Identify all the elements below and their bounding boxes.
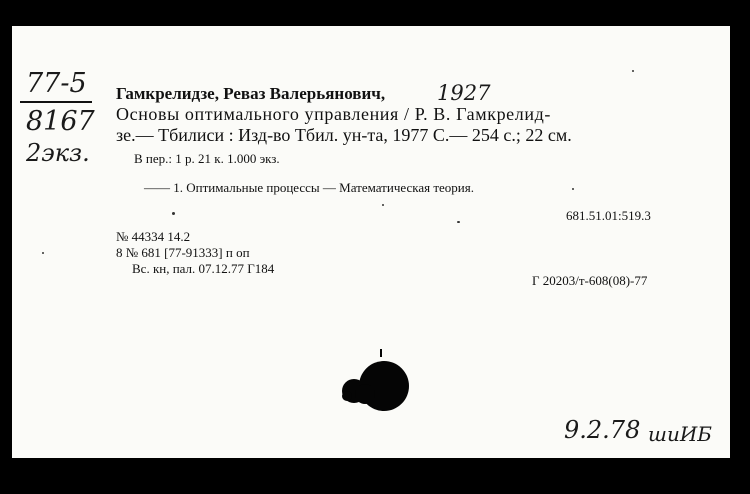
handwritten-initials: шиИБ [648,422,712,446]
scan-speck [172,212,175,215]
scan-speck [632,70,634,72]
author-birth-year: 1927 [437,81,491,105]
scan-speck [572,188,574,190]
classification-number: 681.51.01:519.3 [566,208,651,223]
catalog-card [12,26,730,458]
subject-heading: —— 1. Оптимальные процессы — Математическая теория. [144,180,474,195]
title-line-1: Основы оптимального управления / Р. В. Гамкрелид- [116,104,551,124]
record-line-1: № 44334 14.2 [116,229,191,244]
shelfmark-copies: 2экз. [26,139,90,167]
handwritten-date: 9.2.78 [564,416,641,444]
scan-speck [457,221,460,223]
price-line: В пер.: 1 р. 21 к. 1.000 экз. [134,151,280,166]
title-line-2: зе.— Тбилиси : Изд-во Тбил. ун-та, 1977 С.— 254 с.; 22 см. [116,125,572,145]
record-line-3: Вс. кн, пал. 07.12.77 Г184 [132,261,275,276]
record-line-2: 8 № 681 [77-91333] п оп [116,245,250,260]
shelfmark-line-2: 8167 [26,106,95,137]
scan-speck [42,252,44,254]
publication-code: Г 20203/т-608(08)-77 [532,273,648,288]
scan-speck [382,204,384,206]
author-heading: Гамкрелидзе, Реваз Валерьянович, [116,84,386,103]
shelfmark-underline [20,101,92,103]
ink-blot [332,344,422,424]
shelfmark-line-1: 77-5 [26,68,87,99]
